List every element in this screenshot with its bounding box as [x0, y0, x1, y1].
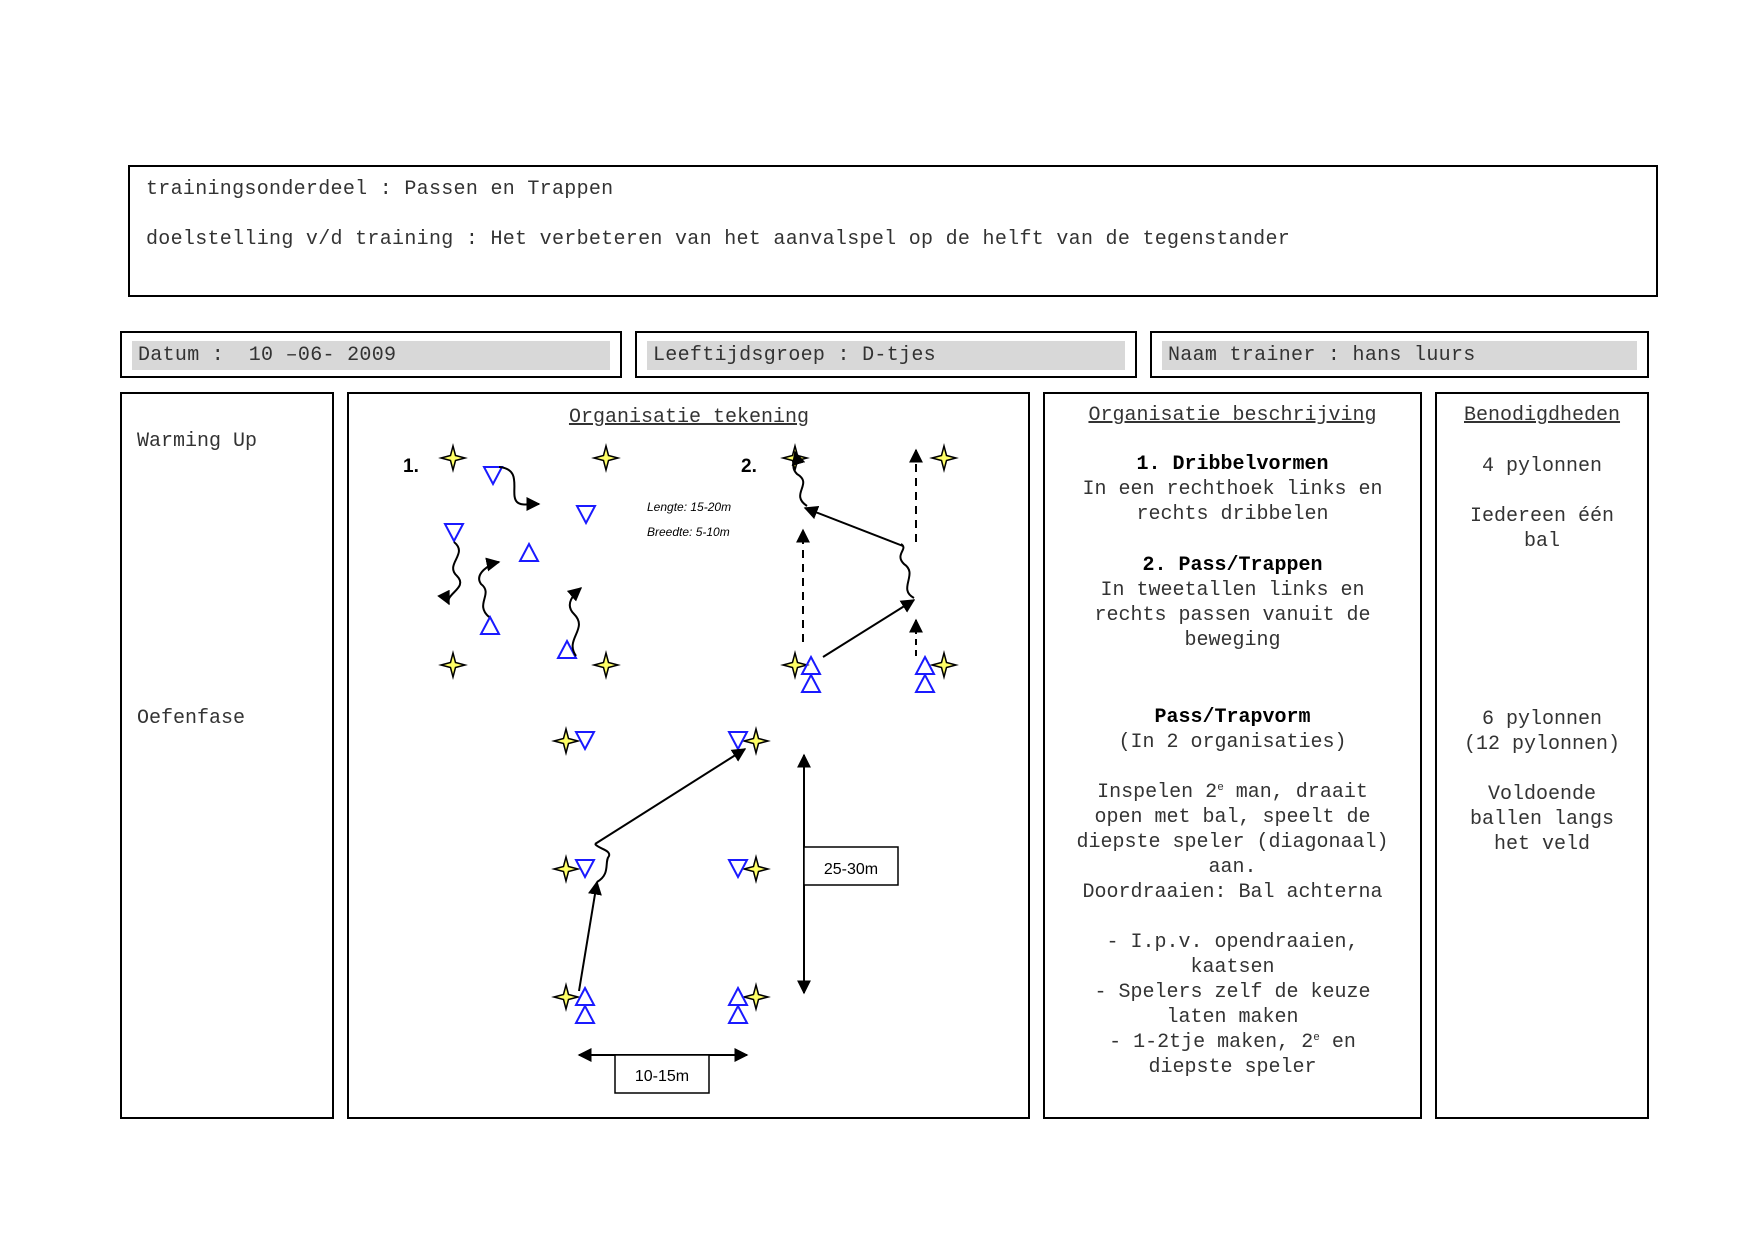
item1-line: rechts dribbelen [1136, 503, 1329, 526]
dribble-arrow [499, 467, 539, 505]
player-icon [729, 1006, 747, 1023]
item2-line: beweging [1184, 629, 1281, 652]
cone-icon [441, 653, 465, 677]
dribble-arrow [570, 588, 581, 656]
item2-line: In tweetallen links en [1100, 579, 1365, 602]
datum-box [120, 331, 622, 378]
item3-subtitle: (In 2 organisaties) [1118, 731, 1347, 754]
player-icon [445, 524, 463, 541]
description-line: Doordraaien: Bal achterna [1082, 881, 1383, 904]
item2-title: 2. Pass/Trappen [1142, 554, 1323, 577]
organisation-drawing [349, 394, 1028, 1117]
description-title: Organisatie beschrijving [1088, 404, 1377, 427]
cone-icon [554, 857, 578, 881]
needs-column [1435, 392, 1649, 1119]
player-icon [802, 675, 820, 692]
needs-title: Benodigdheden [1463, 404, 1621, 427]
lengte-label: Lengte: 15-20m [647, 500, 732, 514]
phase-column [120, 392, 334, 1119]
exercise-1-label: 1. [403, 456, 419, 477]
training-header [128, 165, 1658, 297]
description-dribbelvormen [1045, 452, 1420, 527]
cone-icon [932, 446, 956, 470]
item3-title: Pass/Trapvorm [1154, 706, 1311, 729]
needs-line: Iedereen één [1469, 505, 1615, 528]
player-icon [484, 467, 502, 484]
description-line: open met bal, speelt de [1094, 806, 1371, 829]
exercise-2-label: 2. [741, 456, 757, 477]
variation-line: diepste speler [1148, 1056, 1317, 1079]
length-dimension-label: 25-30m [823, 861, 879, 878]
needs-oefenfase [1437, 707, 1647, 857]
dribble-arrow [900, 544, 914, 598]
needs-line: bal [1523, 530, 1560, 553]
trainingsonderdeel-text: trainingsonderdeel : Passen en Trappen [146, 178, 614, 201]
leeftijdsgroep-box [635, 331, 1137, 378]
needs-line: 6 pylonnen [1481, 708, 1603, 731]
cone-icon [932, 653, 956, 677]
description-pass-trappen [1045, 553, 1420, 653]
leeftijdsgroep-field: Leeftijdsgroep : D-tjes [647, 341, 1125, 370]
item1-title: 1. Dribbelvormen [1136, 453, 1329, 476]
cone-icon [594, 446, 618, 470]
drawing-title: Organisatie tekening [568, 406, 810, 429]
item2-line: rechts passen vanuit de [1094, 604, 1371, 627]
description-pass-trapvorm [1045, 705, 1420, 1080]
trainer-box [1150, 331, 1649, 378]
needs-line: 4 pylonnen [1481, 455, 1603, 478]
description-line: aan. [1208, 856, 1257, 879]
needs-line: (12 pylonnen) [1463, 733, 1621, 756]
drawing-column [347, 392, 1030, 1119]
needs-line: Voldoende [1487, 783, 1597, 806]
player-icon [481, 617, 499, 634]
player-icon [520, 544, 538, 561]
needs-warming-up [1437, 454, 1647, 554]
variation-line: - 1-2tje maken, 2e en [1109, 1031, 1356, 1054]
cone-icon [554, 985, 578, 1009]
item1-line: In een rechthoek links en [1082, 478, 1383, 501]
doelstelling-text: doelstelling v/d training : Het verbeteren van het aanvalspel op de helft van de tegenstander [146, 228, 1291, 251]
dribble-arrow [479, 562, 499, 617]
variation-line: laten maken [1166, 1006, 1299, 1029]
variation-line: - I.p.v. opendraaien, [1106, 931, 1359, 954]
cone-icon [594, 653, 618, 677]
description-line: Inspelen 2e man, draait [1097, 781, 1368, 804]
trainer-field: Naam trainer : hans luurs [1162, 341, 1637, 370]
pass-arrow [579, 882, 597, 991]
cone-icon [441, 446, 465, 470]
phase-oefenfase: Oefenfase [137, 707, 246, 730]
needs-line: het veld [1493, 833, 1590, 856]
needs-line: ballen langs [1469, 808, 1615, 831]
player-icon [576, 1006, 594, 1023]
cone-icon [554, 729, 578, 753]
player-icon [577, 506, 595, 523]
description-line: diepste speler (diagonaal) [1076, 831, 1389, 854]
player-icon [916, 675, 934, 692]
dribble-arrow [448, 542, 460, 604]
pass-arrow [595, 749, 745, 844]
width-dimension-label: 10-15m [634, 1068, 690, 1085]
description-column [1043, 392, 1422, 1119]
variation-line: kaatsen [1190, 956, 1275, 979]
dribble-arrow [595, 844, 609, 882]
phase-warming-up: Warming Up [137, 430, 258, 453]
variation-line: - Spelers zelf de keuze [1094, 981, 1371, 1004]
pass-arrow [823, 600, 914, 657]
pass-arrow [805, 508, 903, 546]
breedte-label: Breedte: 5-10m [647, 525, 730, 539]
datum-field: Datum : 10 –06- 2009 [132, 341, 610, 370]
